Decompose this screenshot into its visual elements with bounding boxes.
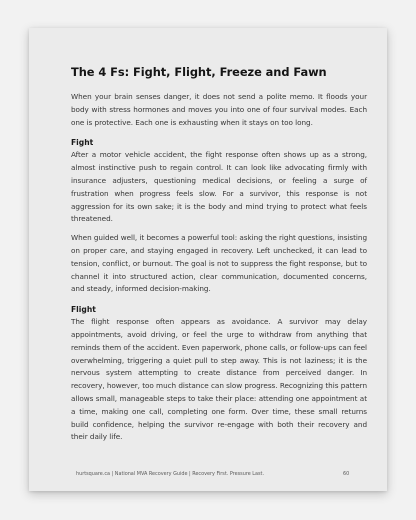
document-page [29,28,387,491]
intro-paragraph: When your brain senses danger, it does not send a polite memo. It floods your body with stress hormones and moves you into one of four survival modes. Each one is protective. Each one is exhausting when it stays on too long. [71,92,367,127]
fight-paragraph-1: After a motor vehicle accident, the fight response often shows up as a strong, almost instinctive push to regain control. It can look like advocating firmly with insurance adjusters, questioning medical decisions, or feeling a surge of frustration when progress feels slow. For a survivor, this response is not aggression for its own sake; it is the body and mind trying to protect what feels threatened. [71,150,367,224]
footer-text: hurtsquare.ca | National MVA Recovery Guide | Recovery First. Pressure Last. [76,471,265,477]
fight-paragraph-2: When guided well, it becomes a powerful tool: asking the right questions, insisting on proper care, and staying engaged in recovery. Left unchecked, it can lead to tension, conflict, or burnout. The goal is not to suppress the fight response, but to channel it into structured action, clear communication, documented concerns, and steady, informed decision-making. [71,233,367,294]
flight-paragraph-1: The flight response often appears as avoidance. A survivor may delay appointments, avoid driving, or feel the urge to withdraw from anything that reminds them of the accident. Even paperwork, phone calls, or follow-ups can feel overwhelming, triggering a quiet pull to step away. This is not laziness; it is the nervous system attempting to create distance from perceived danger. In recovery, however, too much distance can slow progress. Recognizing this pattern allows small, manageable steps to take their place: attending one appointment at a time, making one call, completing one form. Over time, these small returns build confidence, helping the survivor re-engage with both their recovery and their daily life. [71,317,367,442]
page-title: The 4 Fs: Fight, Flight, Freeze and Fawn [71,65,327,79]
section-heading-fight: Fight [71,138,94,148]
page-content [71,65,367,444]
section-heading-flight: Flight [71,305,96,315]
page-number: 60 [343,471,350,477]
